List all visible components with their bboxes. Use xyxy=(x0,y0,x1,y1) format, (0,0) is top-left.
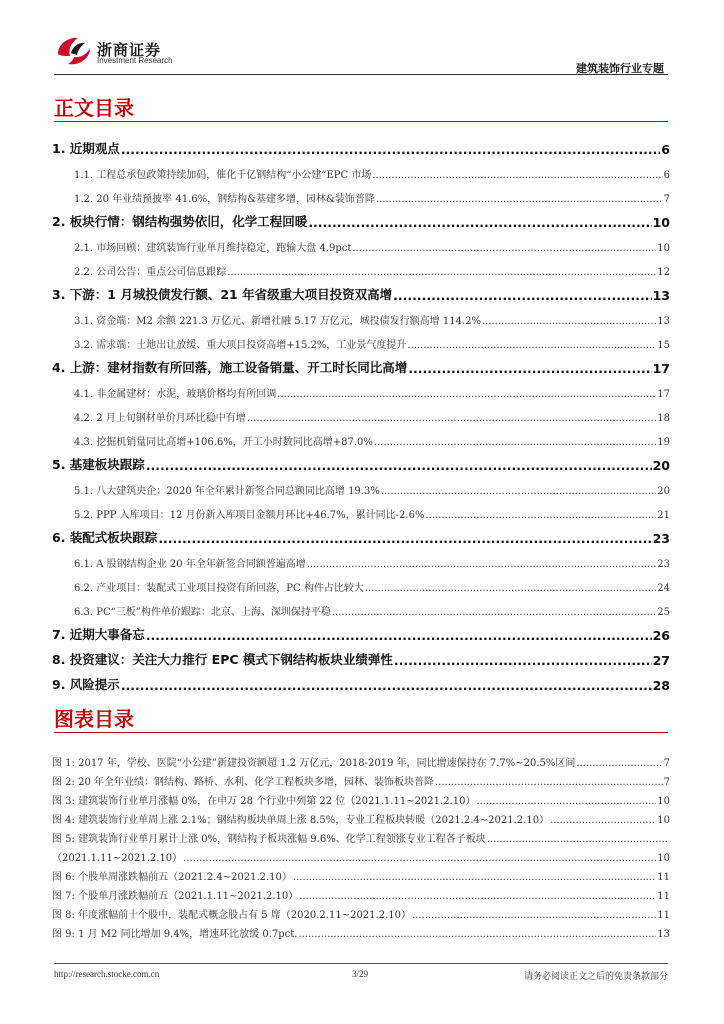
toc-subsection-entry[interactable] xyxy=(52,157,670,181)
toc-subsection-entry[interactable] xyxy=(52,303,670,327)
figure-entry[interactable] xyxy=(52,769,670,788)
figures-heading: 图表目录 xyxy=(54,707,134,731)
footer-divider xyxy=(54,963,668,964)
entry-page-number: 11 xyxy=(657,872,670,883)
dot-leader xyxy=(365,583,656,594)
entry-page-number: 26 xyxy=(652,628,670,643)
entry-label: 2. 板块行情：钢结构强势依旧，化学工程回暖 xyxy=(52,214,308,229)
entry-label: 图 2: 20 年全年业绩：钢结构、路桥、水利、化学工程板块多增，园林、装饰板块普降 xyxy=(52,777,434,788)
toc-subsection-entry[interactable] xyxy=(52,424,670,448)
toc-subsection-entry[interactable] xyxy=(52,230,670,254)
entry-page-number: 27 xyxy=(652,653,670,668)
dot-leader xyxy=(482,316,656,327)
entry-label: 图 3: 建筑装饰行业单月涨幅 0%，在申万 28 个行业中列第 22 位（2021.1.11~2021.2.10） xyxy=(52,796,476,807)
toc-subsection-entry[interactable] xyxy=(52,181,670,205)
entry-label: 5.1. 八大建筑央企：2020 年全年累计新签合同总额同比高增 19.3% xyxy=(74,486,380,497)
page-header xyxy=(0,0,724,80)
entry-page-number: 6 xyxy=(663,170,670,181)
toc-subsection-entry[interactable] xyxy=(52,376,670,400)
figure-entry[interactable] xyxy=(52,807,670,826)
dot-leader xyxy=(425,510,656,521)
entry-page-number: 20 xyxy=(652,458,670,473)
entry-page-number: 24 xyxy=(657,583,670,594)
entry-page-number: 10 xyxy=(657,853,670,864)
entry-label: 3.1. 资金端：M2 余额 221.3 万亿元、新增社融 5.17 万亿元，城投债发行额高增 114.2% xyxy=(74,316,481,327)
entry-label: 4. 上游：建材指数有所回落，施工设备销量、开工时长同比高增 xyxy=(52,360,408,375)
toc-subsection-entry[interactable] xyxy=(52,594,670,618)
entry-page-number: 15 xyxy=(657,340,670,351)
entry-label: 3. 下游：1 月城投债发行额、21 年省级重大项目投资双高增 xyxy=(52,287,393,302)
toc-heading: 正文目录 xyxy=(54,96,134,120)
dot-leader xyxy=(352,243,656,254)
dot-leader xyxy=(332,607,656,618)
entry-label: 8. 投资建议：关注大力推行 EPC 模式下钢结构板块业绩弹性 xyxy=(52,652,393,667)
entry-page-number: 10 xyxy=(657,796,670,807)
entry-label: 图 1: 2017 年，学校、医院“小公建”新建投资额超 1.2 万亿元，2018-2019 年，同比增速保持在 7.7%~20.5%区间 xyxy=(52,758,576,769)
entry-page-number: 13 xyxy=(652,288,670,303)
entry-label: 6.3. PC“三板”构件单价跟踪：北京、上海、深圳保持平稳 xyxy=(74,607,331,618)
table-of-contents xyxy=(52,132,670,693)
entry-page-number: 17 xyxy=(652,361,670,376)
report-type: 建筑装饰行业专题 xyxy=(576,62,664,75)
entry-label: 6.1. A 股钢结构企业 20 年全年新签合同额普遍高增 xyxy=(74,559,306,570)
dot-leader xyxy=(393,288,651,303)
entry-page-number: 11 xyxy=(657,910,670,921)
entry-label: 1.1. 工程总承包政策持续加码，催化千亿钢结构“小公建”EPC 市场 xyxy=(74,170,372,181)
page-number: 3/29 xyxy=(352,969,369,979)
dot-leader xyxy=(376,194,663,205)
entry-label: 2.2. 公司公告：重点公司信息跟踪 xyxy=(74,267,227,278)
dot-leader xyxy=(381,486,656,497)
figure-entry[interactable] xyxy=(52,845,670,864)
entry-label: 图 7: 个股单月涨跌幅前五（2021.1.11~2021.2.10） xyxy=(52,891,299,902)
figure-entry[interactable] xyxy=(52,883,670,902)
dot-leader xyxy=(146,458,652,473)
toc-subsection-entry[interactable] xyxy=(52,546,670,570)
toc-section-entry[interactable] xyxy=(52,278,670,303)
figure-entry[interactable] xyxy=(52,864,670,883)
entry-label: 7. 近期大事备忘 xyxy=(52,627,145,642)
dot-leader xyxy=(394,653,652,668)
entry-page-number: 7 xyxy=(663,758,670,769)
figure-entry[interactable] xyxy=(52,750,670,769)
entry-page-number: 10 xyxy=(657,243,670,254)
toc-section-entry[interactable] xyxy=(52,205,670,230)
dot-leader xyxy=(435,777,663,788)
entry-page-number: 11 xyxy=(657,891,670,902)
entry-page-number: 10 xyxy=(657,815,670,826)
figure-entry[interactable] xyxy=(52,902,670,921)
entry-label: 图 4: 建筑装饰行业单周上涨 2.1%；钢结构板块单周上涨 8.5%，专业工程板块转暖（2021.2.4~2021.2.10） xyxy=(52,815,550,826)
dot-leader xyxy=(407,340,656,351)
toc-section-entry[interactable] xyxy=(52,618,670,643)
header-divider xyxy=(54,74,668,75)
footer-url[interactable]: http://research.stocke.com.cn xyxy=(54,969,160,979)
footer-disclaimer: 请务必阅读正文之后的免责条款部分 xyxy=(523,972,668,982)
toc-subsection-entry[interactable] xyxy=(52,400,670,424)
toc-section-entry[interactable] xyxy=(52,668,670,693)
entry-page-number: 13 xyxy=(657,929,670,940)
toc-subsection-entry[interactable] xyxy=(52,570,670,594)
dot-leader xyxy=(293,872,656,883)
dot-leader xyxy=(227,267,656,278)
dot-leader xyxy=(299,891,656,902)
toc-subsection-entry[interactable] xyxy=(52,327,670,351)
entry-label: 图 8: 年度涨幅前十个股中，装配式概念股占有 5 席（2020.2.11~2021.2.10） xyxy=(52,910,411,921)
figure-entry[interactable] xyxy=(52,826,670,845)
dot-leader xyxy=(247,413,656,424)
entry-label: 9. 风险提示 xyxy=(52,677,120,692)
dot-leader xyxy=(121,678,652,693)
entry-page-number: 25 xyxy=(657,607,670,618)
entry-label: 4.3. 挖掘机销量同比高增+106.6%，开工小时数同比高增+87.0% xyxy=(74,437,373,448)
entry-page-number: 12 xyxy=(657,267,670,278)
dot-leader xyxy=(412,910,656,921)
dot-leader xyxy=(550,815,656,826)
entry-page-number: 10 xyxy=(652,215,670,230)
dot-leader xyxy=(408,361,651,376)
entry-label: 图 6: 个股单周涨跌幅前五（2021.2.4~2021.2.10） xyxy=(52,872,292,883)
entry-label: （2021.1.11~2021.2.10） xyxy=(52,853,183,864)
figures-heading-divider xyxy=(54,732,668,733)
entry-label: 1.2. 20 年业绩预披率 41.6%，钢结构&基建多增，园林&装饰普降 xyxy=(74,194,375,205)
dot-leader xyxy=(372,170,662,181)
toc-heading-divider xyxy=(54,121,668,122)
dot-leader xyxy=(146,628,652,643)
dot-leader xyxy=(374,437,656,448)
dot-leader xyxy=(121,142,660,157)
toc-subsection-entry[interactable] xyxy=(52,497,670,521)
dot-leader xyxy=(307,559,657,570)
entry-page-number: 17 xyxy=(657,389,670,400)
entry-label: 2.1. 市场回顾：建筑装饰行业单月维持稳定，跑输大盘 4.9pct xyxy=(74,243,352,254)
dot-leader xyxy=(487,834,669,845)
dot-leader xyxy=(298,929,656,940)
entry-page-number: 23 xyxy=(657,559,670,570)
figure-entry[interactable] xyxy=(52,921,670,940)
dot-leader xyxy=(158,531,651,546)
figure-entry[interactable] xyxy=(52,788,670,807)
entry-label: 4.1. 非金属建材：水泥，玻璃价格均有所回调 xyxy=(74,389,277,400)
entry-page-number: 13 xyxy=(657,316,670,327)
toc-section-entry[interactable] xyxy=(52,643,670,668)
entry-label: 3.2. 需求端：土地出让放缓、重大项目投资高增+15.2%，工业景气度提升 xyxy=(74,340,407,351)
brand-logo-icon xyxy=(54,34,94,68)
entry-page-number: 20 xyxy=(657,486,670,497)
entry-label: 4.2. 2 月上旬钢材单价月环比稳中有增 xyxy=(74,413,246,424)
dot-leader xyxy=(476,796,656,807)
entry-page-number: 19 xyxy=(657,437,670,448)
toc-section-entry[interactable] xyxy=(52,132,670,157)
entry-label: 6. 装配式板块跟踪 xyxy=(52,530,158,545)
toc-section-entry[interactable] xyxy=(52,351,670,376)
toc-section-entry[interactable] xyxy=(52,521,670,546)
figure-list xyxy=(52,750,670,940)
entry-page-number: 18 xyxy=(657,413,670,424)
entry-page-number: 7 xyxy=(663,194,670,205)
entry-label: 图 5: 建筑装饰行业单月累计上涨 0%，钢结构子板块涨幅 9.6%、化学工程领涨专业工程各子板块 xyxy=(52,834,486,845)
toc-subsection-entry[interactable] xyxy=(52,473,670,497)
entry-label: 图 9: 1 月 M2 同比增加 9.4%，增速环比放缓 0.7pct. xyxy=(52,929,298,940)
entry-label: 5.2. PPP 入库项目：12 月份新入库项目金额月环比+46.7%，累计同比-2.6% xyxy=(74,510,425,521)
entry-page-number: 21 xyxy=(657,510,670,521)
entry-page-number: 6 xyxy=(661,142,670,157)
entry-page-number: 28 xyxy=(652,678,670,693)
toc-subsection-entry[interactable] xyxy=(52,254,670,278)
entry-page-number: 23 xyxy=(652,531,670,546)
entry-label: 6.2. 产业项目：装配式工业项目投资有所回落，PC 构件占比较大 xyxy=(74,583,364,594)
dot-leader xyxy=(277,389,656,400)
toc-section-entry[interactable] xyxy=(52,448,670,473)
entry-label: 1. 近期观点 xyxy=(52,141,120,156)
entry-label: 5. 基建板块跟踪 xyxy=(52,457,145,472)
entry-page-number: 7 xyxy=(663,777,670,788)
dot-leader xyxy=(183,853,656,864)
dot-leader xyxy=(308,215,651,230)
dot-leader xyxy=(576,758,662,769)
brand-subtitle: Investment Research xyxy=(97,56,173,65)
brand-name: 浙商证券 xyxy=(97,41,162,59)
